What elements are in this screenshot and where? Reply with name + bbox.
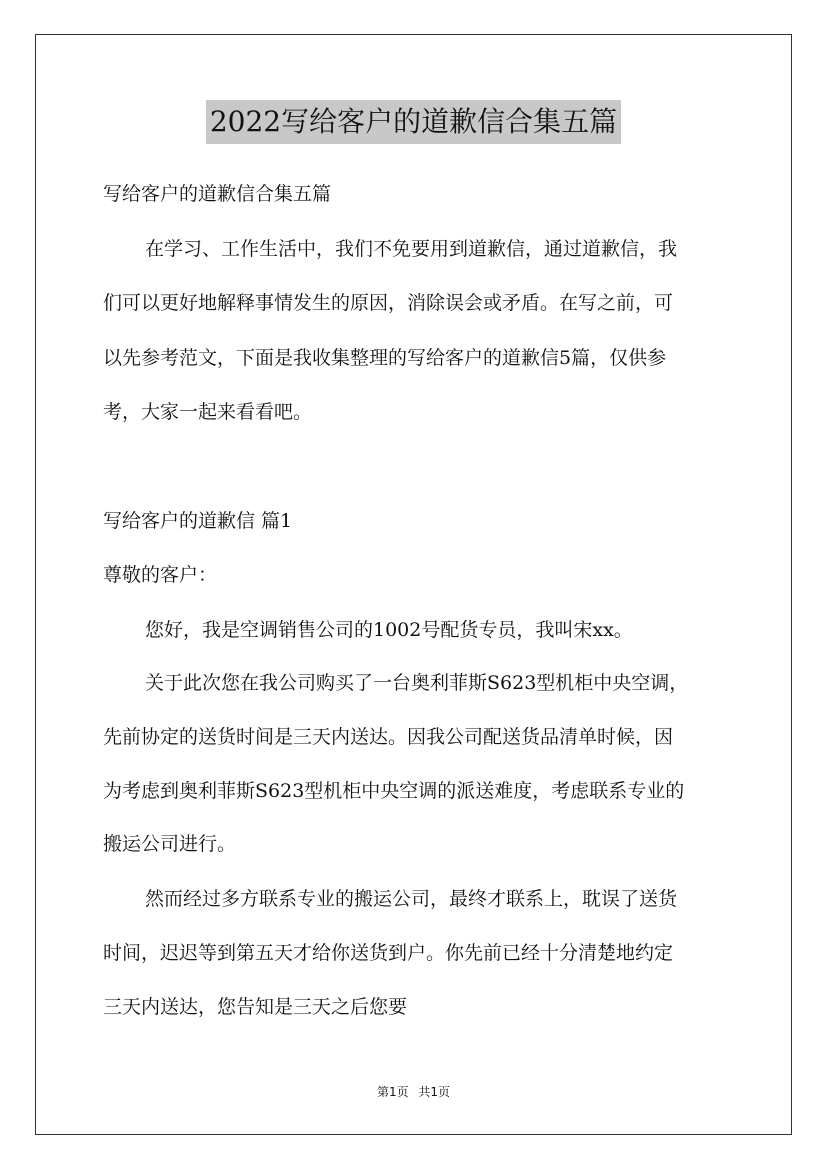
salutation: 尊敬的客户： (103, 564, 218, 586)
body-line: 以先参考范文，下面是我收集整理的写给客户的道歉信5篇，仅供参 (103, 347, 667, 369)
section-heading: 写给客户的道歉信 篇1 (103, 510, 293, 532)
document-title: 2022写给客户的道歉信合集五篇 (206, 100, 621, 144)
page-number: 第1页 (376, 1085, 409, 1099)
body-line: 时间，迟迟等到第五天才给你送货到户。你先前已经十分清楚地约定 (103, 942, 674, 964)
subtitle-line: 写给客户的道歉信合集五篇 (103, 183, 332, 205)
body-line: 关于此次您在我公司购买了一台奥利菲斯S623型机柜中央空调， (145, 672, 689, 694)
body-line: 先前协定的送货时间是三天内送达。因我公司配送货品清单时候，因 (103, 726, 674, 748)
body-line: 考，大家一起来看看吧。 (103, 401, 313, 423)
body-line: 搬运公司进行。 (103, 833, 237, 855)
body-line: 们可以更好地解释事情发生的原因，消除误会或矛盾。在写之前，可 (103, 292, 674, 314)
body-line: 在学习、工作生活中，我们不免要用到道歉信，通过道歉信，我 (145, 238, 678, 260)
body-line: 然而经过多方联系专业的搬运公司，最终才联系上，耽误了送货 (145, 888, 678, 910)
body-line: 为考虑到奥利菲斯S623型机柜中央空调的派送难度，考虑联系专业的 (103, 780, 685, 802)
title-container (0, 100, 827, 144)
body-line: 三天内送达，您告知是三天之后您要 (103, 996, 408, 1018)
body-line: 您好，我是空调销售公司的1002号配货专员，我叫宋xx。 (145, 619, 633, 641)
page-footer (0, 1084, 827, 1100)
page-total: 共1页 (418, 1085, 451, 1099)
